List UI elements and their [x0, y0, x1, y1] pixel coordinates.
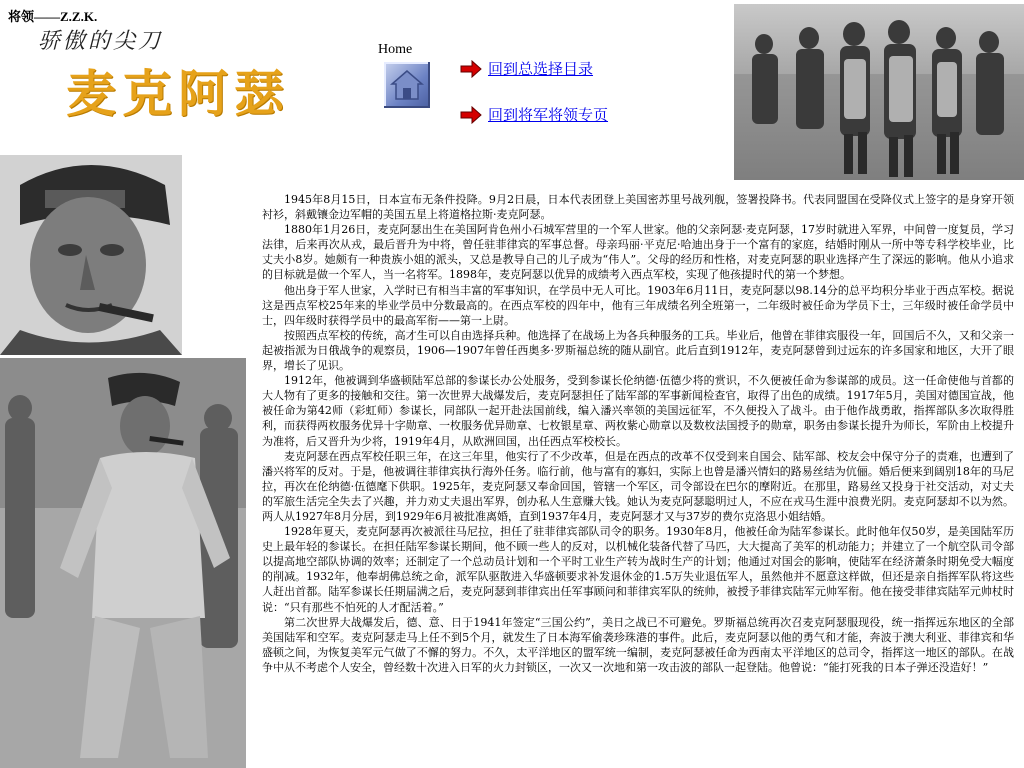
- home-label: Home: [378, 42, 413, 57]
- article-paragraph: 他出身于军人世家，入学时已有相当丰富的军事知识，在学员中无人可比。1903年6月11日，麦克阿瑟以98.14分的总平均积分毕业于西点军校。据说这是西点军校25年来的毕业学员中分数最高的。在西点军校的四年中，他有三年成绩名列全班第一，二年级时被任命为学员下士，三年级时被任命学员中士，四年级时获得学员中的最高军衔——第一上尉。: [262, 283, 1014, 327]
- article-body: [262, 192, 1014, 675]
- home-icon: [384, 62, 430, 108]
- article-paragraph: 1945年8月15日，日本宣布无条件投降。9月2日晨，日本代表团登上美国密苏里号战列舰，签署投降书。代表同盟国在受降仪式上签字的是身穿开领衬衫，斜戴镶金边军帽的美国五星上将道格拉斯·麦克阿瑟。: [262, 193, 1014, 222]
- link-main-directory[interactable]: 回到总选择目录: [488, 60, 594, 78]
- red-arrow-icon: [460, 60, 482, 78]
- photo-macarthur-walking: [0, 358, 246, 768]
- page-title: 麦克阿瑟: [66, 65, 290, 123]
- series-label: 将领——Z.Z.K.: [8, 9, 98, 24]
- link-generals-page[interactable]: 回到将军将领专页: [488, 106, 609, 124]
- home-button[interactable]: [384, 62, 430, 108]
- nav-link-row-generals-page: [460, 104, 608, 125]
- article-paragraph: 麦克阿瑟在西点军校任职三年，在这三年里，他实行了不少改革，但是在西点的改革不仅受到来自国会、陆军部、校友会中保守分子的责难，也遭到了潘兴将军的反对。于是，他被调往菲律宾执行海外任务。临行前，他与富有的寡妇，实际上也曾是潘兴情妇的路易丝结为伉俪。婚后便来到阔别18年的马尼拉，再次在伦纳德·伍德麾下供职。1925年，麦克阿瑟又奉命回国，管辖一个军区，司令部设在巴尔的摩附近。在那里，路易丝又投身于社交活动，对丈夫的军旅生活完全失去了兴趣，并力劝丈夫退出军界，创办私人生意赚大钱。她认为麦克阿瑟聪明过人，不应在戎马生涯中浪费光阴。麦克阿瑟却不以为然。两人从1927年8月分居，到1929年6月被批准离婚，直到1937年4月，麦克阿瑟才又与37岁的费尔克洛思小姐结婚。: [262, 449, 1014, 523]
- article-paragraph: 1912年，他被调到华盛顿陆军总部的参谋长办公处服务，受到参谋长伦纳德·伍德少将的赏识，不久便被任命为参谋部的成员。这一任命使他与首都的大人物有了更多的接触和交往。第一次世界大战爆发后，麦克阿瑟担任了陆军部的军事新闻检查官，取得了出色的成绩。1917年5月，美国对德国宣战，他被任命为第42师（彩虹师）参谋长，同部队一起开赴法国前线，编入潘兴率领的美国远征军，不久便投入了战斗。由于他作战勇敢，指挥部队多次取得胜利，而获得两枚服务优异十字勋章、一枚服务优异勋章、七枚银星章、两枚紫心勋章以及数枚法国授予的勋章，职务由参谋长提升为师长，军阶由上校提升为准将，后又晋升为少将，1919年4月，从欧洲回国，出任西点军校校长。: [262, 374, 1014, 448]
- nav-link-row-main-directory: [460, 58, 593, 79]
- article-paragraph: 按照西点军校的传统，高才生可以自由选择兵种。他选择了在战场上为各兵种服务的工兵。毕业后，他曾在菲律宾服役一年，回国后不久，又和父亲一起被指派为日俄战争的观察员，1906—1907年曾任西奥多·罗斯福总统的随从副官。此后直到1912年，麦克阿瑟曾到过远东的许多国家和地区，大开了眼界，增长了见识。: [262, 328, 1014, 373]
- red-arrow-icon: [460, 106, 482, 124]
- article-paragraph: 1880年1月26日，麦克阿瑟出生在美国阿肯色州小石城军营里的一个军人世家。他的父亲阿瑟·麦克阿瑟，17岁时就进入军界，中间曾一度复员，学习法律，后来再次从戎，最后晋升为中将，曾任驻菲律宾的军事总督。母亲玛丽·平克尼·哈迪出身于一个富有的家庭，结婚时刚从一所中等专科学校毕业，比丈夫小8岁。她颇有一种贵族小姐的派头，又总是教导自己的儿子成为“伟人”。父母的经历和性格，对麦克阿瑟的职业选择产生了深远的影响。他从小追求的目标就是做一个军人，当一名将军。1898年，麦克阿瑟以优异的成绩考入西点军校，实现了他孩提时代的第一个梦想。: [262, 223, 1014, 282]
- photo-macarthur-portrait: [0, 155, 182, 355]
- article-paragraph: 第二次世界大战爆发后，德、意、日于1941年签定“三国公约”，美日之战已不可避免。罗斯福总统再次召麦克阿瑟服现役，统一指挥远东地区的全部美国陆军和空军。麦克阿瑟走马上任不到5个月，就发生了日本海军偷袭珍珠港的事件。此后，麦克阿瑟以他的勇气和才能，奔波于澳大利亚、菲律宾和华盛顿之间，为恢复美军元气做了不懈的努力。不久，太平洋地区的盟军统一编制，麦克阿瑟被任命为西南太平洋地区的总司令，指挥这一地区的部队。在战争中从不考虑个人安全，曾经数十次进入日军的火力封锁区，一次又一次地和第一攻击波的部队一起登陆。他曾说：“能打死我的日本子弹还没造好！”: [262, 615, 1014, 674]
- page-subtitle: 骄傲的尖刀: [38, 29, 164, 54]
- article-paragraph: 1928年夏天，麦克阿瑟再次被派往马尼拉，担任了驻菲律宾部队司令的职务。1930年8月，他被任命为陆军参谋长。此时他年仅50岁，是美国陆军历史上最年轻的参谋长。在担任陆军参谋长期间，他不顾一些人的反对，以机械化装备代替了马匹，大大提高了美军的机动能力；并建立了一个航空队司令部以提高地空部队协调的效率；还制定了一个总动员计划和一个平时工业生产转为战时生产的计划；他通过对国会的影响，使陆军在经济萧条时期免受大幅度的削减。1932年，他奉胡佛总统之命，派军队驱散进入华盛顿要求补发退休金的1.5万失业退伍军人，虽然他并不愿意这样做，但还是亲自指挥军队将这些人赶出首都。陆军参谋长任期届满之后，麦克阿瑟到菲律宾出任军事顾问和菲律宾军队的统帅，被授予菲律宾陆军元帅军衔。他在接受菲律宾陆军元帅杖时说：“只有那些不怕死的人才配活着。”: [262, 525, 1014, 614]
- photo-soldiers-walking-group: [734, 4, 1024, 180]
